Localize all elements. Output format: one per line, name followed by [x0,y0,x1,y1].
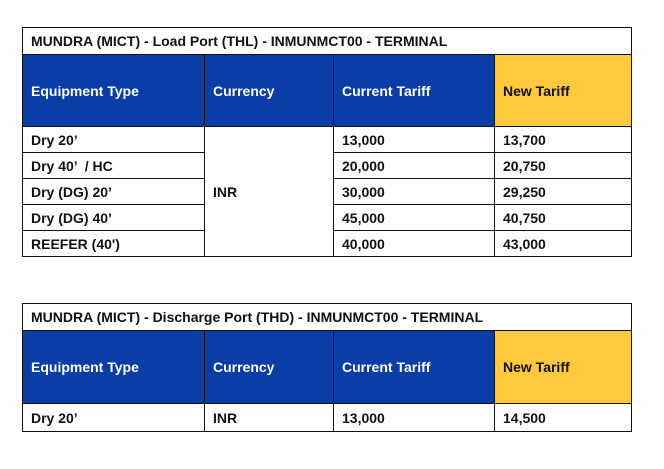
new-tariff-cell: 29,250 [495,179,632,205]
currency-cell: INR [205,127,334,257]
header-equipment-type: Equipment Type [23,55,205,127]
load-port-header-row [23,55,632,127]
equipment-type-cell: Dry 20’ [23,127,205,153]
new-tariff-cell: 13,700 [495,127,632,153]
equipment-type-cell: Dry (DG) 20’ [23,179,205,205]
discharge-port-tariff-table [22,303,632,432]
load-port-table-title: MUNDRA (MICT) - Load Port (THL) - INMUNMCT00 - TERMINAL [23,28,632,55]
new-tariff-cell: 43,000 [495,231,632,257]
current-tariff-cell: 13,000 [334,404,495,432]
equipment-type-cell: REEFER (40') [23,231,205,257]
equipment-type-cell: Dry (DG) 40’ [23,205,205,231]
equipment-type-cell: Dry 40’ / HC [23,153,205,179]
header-new-tariff: New Tariff [495,331,632,404]
header-currency: Currency [205,331,334,404]
new-tariff-cell: 40,750 [495,205,632,231]
table-row [23,404,632,432]
header-current-tariff: Current Tariff [334,55,495,127]
header-currency: Currency [205,55,334,127]
new-tariff-cell: 14,500 [495,404,632,432]
header-equipment-type: Equipment Type [23,331,205,404]
current-tariff-cell: 13,000 [334,127,495,153]
header-new-tariff: New Tariff [495,55,632,127]
current-tariff-cell: 20,000 [334,153,495,179]
discharge-port-table-title: MUNDRA (MICT) - Discharge Port (THD) - INMUNMCT00 - TERMINAL [23,304,632,331]
discharge-port-header-row [23,331,632,404]
new-tariff-cell: 20,750 [495,153,632,179]
current-tariff-cell: 30,000 [334,179,495,205]
current-tariff-cell: 40,000 [334,231,495,257]
header-current-tariff: Current Tariff [334,331,495,404]
equipment-type-cell: Dry 20’ [23,404,205,432]
load-port-tariff-table [22,27,632,257]
currency-cell: INR [205,404,334,432]
table-row [23,127,632,153]
current-tariff-cell: 45,000 [334,205,495,231]
